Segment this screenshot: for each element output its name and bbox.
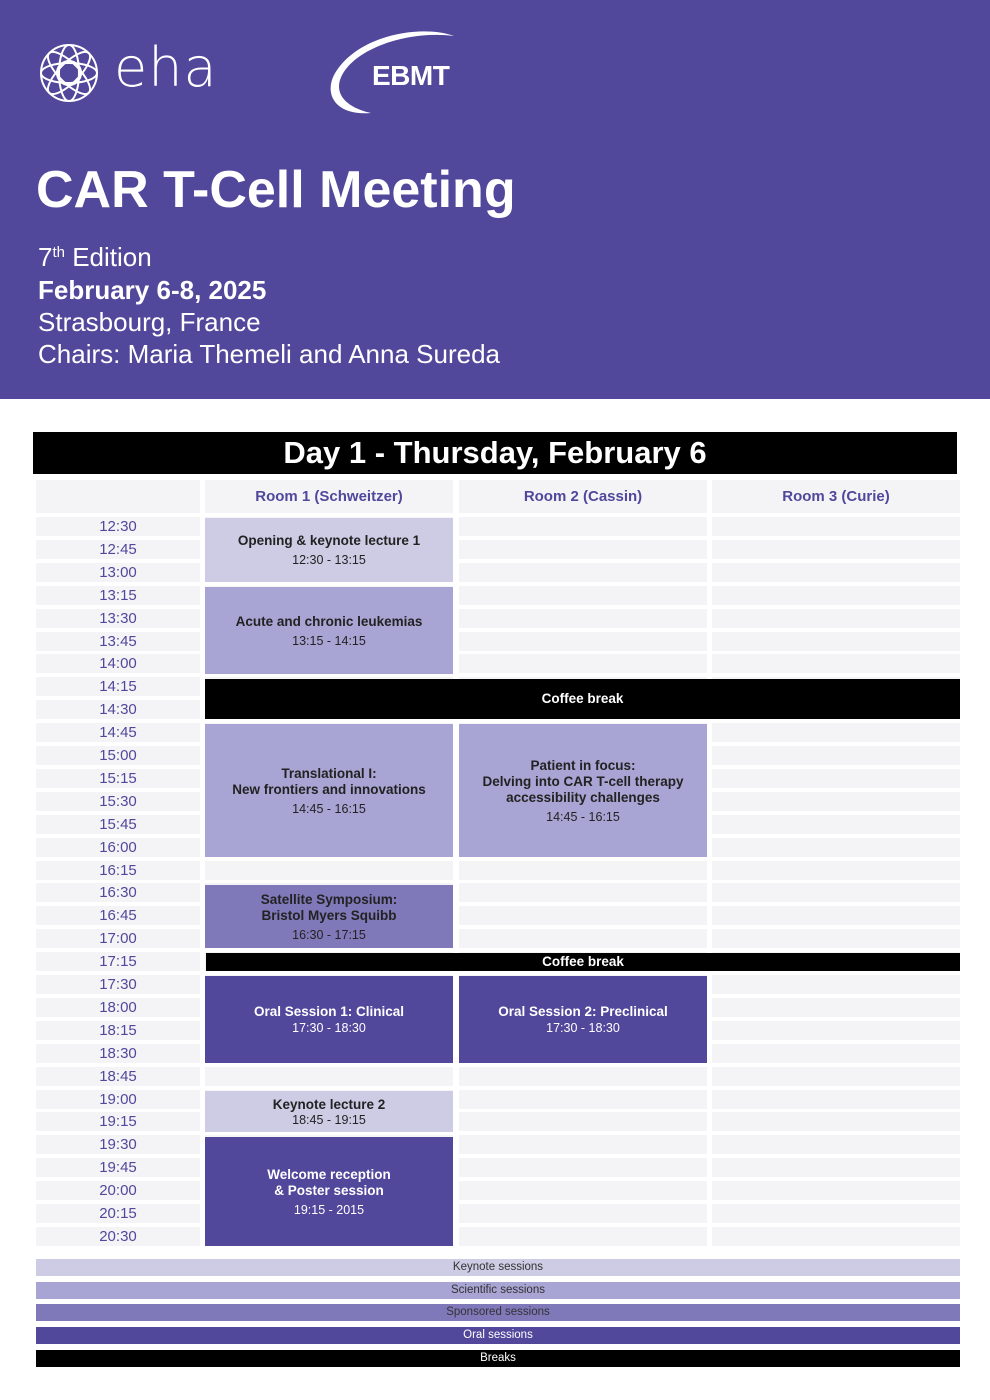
empty-slot-room-1 [205, 1067, 453, 1086]
empty-slot-room-3 [712, 746, 960, 765]
empty-slot-room-2 [459, 906, 707, 925]
empty-slot-room-3 [712, 563, 960, 582]
session-title: Opening & keynote lecture 1 [237, 533, 421, 548]
time-slot: 15:45 [36, 815, 200, 834]
edition-word: Edition [64, 242, 152, 272]
event-dates: February 6-8, 2025 [38, 275, 267, 305]
time-slot: 18:15 [36, 1021, 200, 1040]
time-slot: 20:00 [36, 1181, 200, 1200]
time-slot: 13:30 [36, 609, 200, 628]
edition-suffix: th [52, 244, 65, 261]
room-header-2: Room 2 (Cassin) [459, 480, 707, 513]
edition-line [38, 242, 152, 273]
session-title: Keynote lecture 2 [272, 1096, 386, 1112]
session-time: 19:15 - 2015 [293, 1202, 365, 1217]
empty-slot-room-2 [459, 586, 707, 605]
empty-slot-room-3 [712, 1158, 960, 1177]
session-translational [205, 724, 453, 857]
time-slot: 16:00 [36, 838, 200, 857]
legend-breaks: Breaks [36, 1350, 960, 1367]
empty-slot-room-3 [712, 975, 960, 994]
time-slot: 12:45 [36, 540, 200, 559]
room-header-1: Room 1 (Schweitzer) [205, 480, 453, 513]
session-title: Oral Session 1: Clinical [253, 1004, 405, 1019]
empty-slot-room-3 [712, 517, 960, 536]
time-slot: 14:15 [36, 677, 200, 696]
empty-slot-room-3 [712, 1135, 960, 1154]
empty-slot-room-2 [459, 517, 707, 536]
empty-slot-room-3 [712, 861, 960, 880]
empty-slot-room-3 [712, 1112, 960, 1131]
page-title: CAR T-Cell Meeting [36, 161, 516, 219]
empty-slot-room-2 [459, 540, 707, 559]
eha-logo [36, 36, 236, 106]
legend-oral: Oral sessions [36, 1327, 960, 1344]
empty-slot-room-2 [459, 1090, 707, 1109]
edition-number: 7 [38, 242, 53, 272]
event-location: Strasbourg, France [38, 307, 261, 337]
session-satellite-symposium [205, 885, 453, 948]
empty-slot-room-2 [459, 654, 707, 673]
empty-slot-room-3 [712, 998, 960, 1017]
session-title: Welcome reception & Poster session [267, 1166, 391, 1198]
empty-slot-room-2 [459, 1158, 707, 1177]
empty-slot-room-3 [712, 1227, 960, 1246]
time-slot: 14:00 [36, 654, 200, 673]
time-slot: 19:00 [36, 1090, 200, 1109]
empty-slot-room-2 [459, 1135, 707, 1154]
time-slot: 15:00 [36, 746, 200, 765]
session-time: 18:45 - 19:15 [292, 1112, 366, 1127]
session-title: Translational I: New frontiers and innovations [232, 765, 426, 797]
time-slot: 13:15 [36, 586, 200, 605]
time-slot: 17:00 [36, 929, 200, 948]
time-slot: 16:30 [36, 883, 200, 902]
time-slot: 19:45 [36, 1158, 200, 1177]
empty-slot-room-2 [459, 929, 707, 948]
empty-slot-room-3 [712, 723, 960, 742]
time-slot: 17:30 [36, 975, 200, 994]
empty-slot-room-2 [459, 1112, 707, 1131]
session-keynote-2 [205, 1091, 453, 1132]
empty-slot-room-3 [712, 609, 960, 628]
empty-slot-room-3 [712, 769, 960, 788]
time-slot: 18:00 [36, 998, 200, 1017]
legend-keynote: Keynote sessions [36, 1259, 960, 1276]
time-slot: 15:15 [36, 769, 200, 788]
empty-slot-room-3 [712, 815, 960, 834]
empty-slot-room-3 [712, 654, 960, 673]
time-column-header [36, 480, 200, 513]
session-title: Oral Session 2: Preclinical [498, 1004, 668, 1019]
ebmt-logo [326, 30, 476, 116]
empty-slot-room-3 [712, 632, 960, 651]
empty-slot-room-2 [459, 563, 707, 582]
empty-slot-room-3 [712, 883, 960, 902]
empty-slot-room-3 [712, 1044, 960, 1063]
time-slot: 19:15 [36, 1112, 200, 1131]
time-slot: 12:30 [36, 517, 200, 536]
empty-slot-room-2 [459, 1204, 707, 1223]
session-title: Satellite Symposium: Bristol Myers Squibb [260, 891, 398, 923]
time-slot: 18:45 [36, 1067, 200, 1086]
session-welcome-reception [205, 1137, 453, 1246]
time-slot: 15:30 [36, 792, 200, 811]
empty-slot-room-3 [712, 540, 960, 559]
empty-slot-room-2 [459, 609, 707, 628]
break-label: Coffee break [541, 691, 624, 706]
coffee-break-2 [206, 953, 960, 971]
empty-slot-room-2 [459, 1067, 707, 1086]
time-slot: 13:45 [36, 632, 200, 651]
time-slot: 20:30 [36, 1227, 200, 1246]
empty-slot-room-3 [712, 838, 960, 857]
time-slot: 16:45 [36, 906, 200, 925]
empty-slot-room-3 [712, 1181, 960, 1200]
room-header-3: Room 3 (Curie) [712, 480, 960, 513]
time-slot: 20:15 [36, 1204, 200, 1223]
time-slot: 18:30 [36, 1044, 200, 1063]
session-acute-chronic-leukemias [205, 587, 453, 674]
session-oral-2-preclinical [459, 976, 707, 1063]
empty-slot-room-2 [459, 883, 707, 902]
session-time: 12:30 - 13:15 [292, 553, 366, 567]
time-slot: 13:00 [36, 563, 200, 582]
legend-sponsored: Sponsored sessions [36, 1304, 960, 1321]
empty-slot-room-2 [459, 1227, 707, 1246]
eha-logo-mark-icon [36, 40, 102, 106]
time-slot: 19:30 [36, 1135, 200, 1154]
coffee-break-1 [205, 679, 960, 719]
session-time: 14:45 - 16:15 [292, 801, 366, 816]
empty-slot-room-3 [712, 929, 960, 948]
day-title: Day 1 - Thursday, February 6 [33, 432, 957, 474]
empty-slot-room-3 [712, 1021, 960, 1040]
session-time: 16:30 - 17:15 [292, 927, 366, 942]
empty-slot-room-2 [459, 1181, 707, 1200]
session-time: 17:30 - 18:30 [546, 1021, 620, 1035]
event-chairs: Chairs: Maria Themeli and Anna Sureda [38, 339, 500, 369]
session-title: Patient in focus: Delving into CAR T-cell therapy accessibility challenges [482, 757, 684, 805]
empty-slot-room-3 [712, 1090, 960, 1109]
time-slot: 14:45 [36, 723, 200, 742]
session-time: 14:45 - 16:15 [546, 809, 620, 824]
session-oral-1-clinical [205, 976, 453, 1063]
empty-slot-room-3 [712, 792, 960, 811]
ebmt-logo-text: EBMT [372, 60, 450, 91]
empty-slot-room-3 [712, 1204, 960, 1223]
break-label: Coffee break [542, 954, 624, 969]
empty-slot-room-2 [459, 632, 707, 651]
session-opening-keynote [205, 518, 453, 582]
empty-slot-room-2 [459, 861, 707, 880]
empty-slot-room-3 [712, 586, 960, 605]
session-time: 17:30 - 18:30 [292, 1021, 366, 1035]
session-patient-in-focus [459, 724, 707, 857]
header-banner [0, 0, 990, 399]
session-time: 13:15 - 14:15 [292, 633, 366, 648]
time-slot: 14:30 [36, 700, 200, 719]
legend-scientific: Scientific sessions [36, 1282, 960, 1299]
empty-slot-room-1 [205, 861, 453, 880]
eha-logo-text: eha [114, 36, 218, 99]
session-title: Acute and chronic leukemias [235, 613, 423, 629]
empty-slot-room-3 [712, 906, 960, 925]
empty-slot-room-3 [712, 1067, 960, 1086]
time-slot: 17:15 [36, 952, 200, 971]
time-slot: 16:15 [36, 861, 200, 880]
